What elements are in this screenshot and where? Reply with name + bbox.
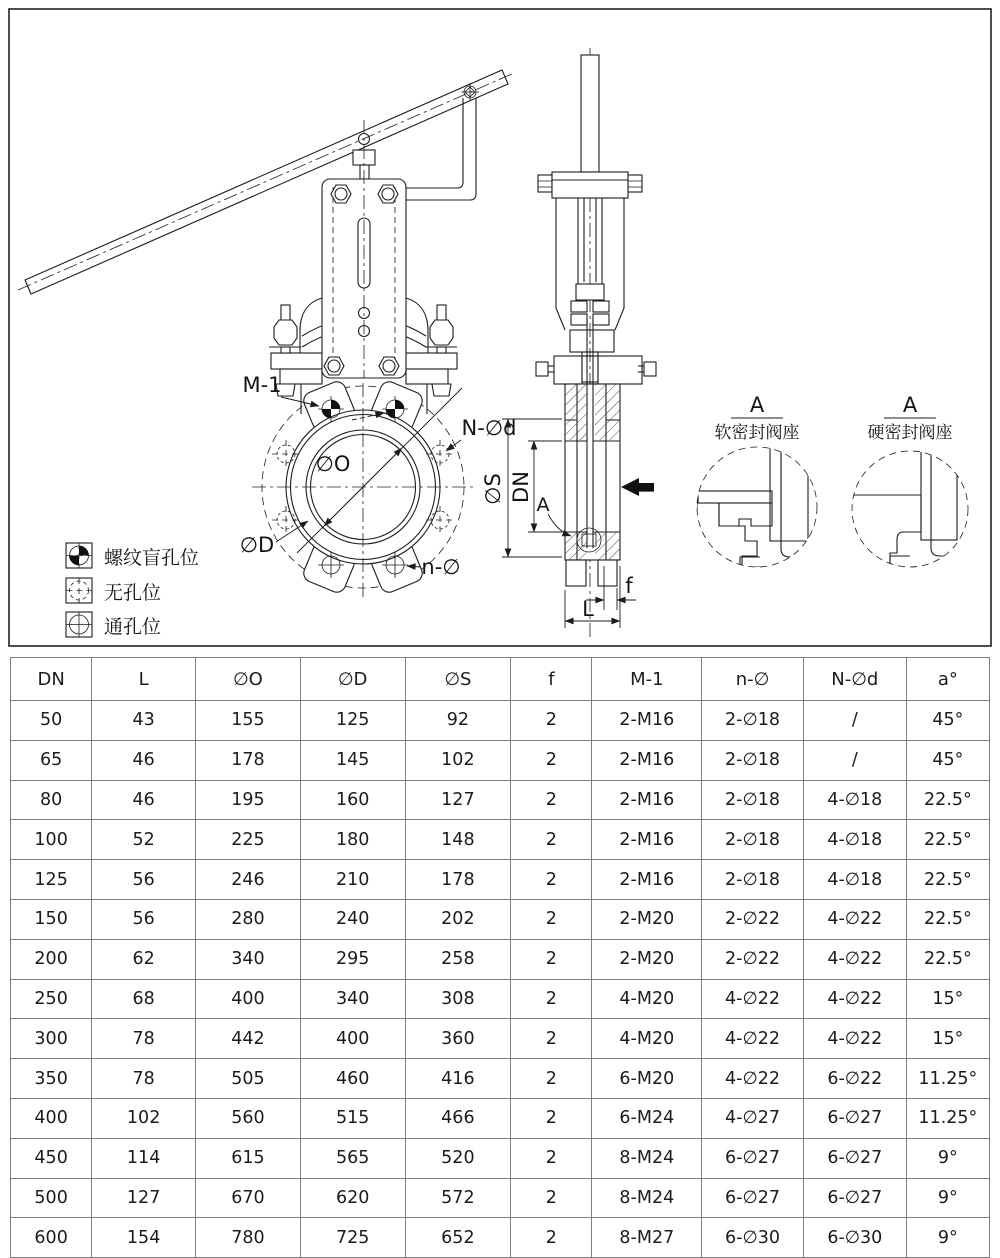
table-header-cell: n-∅ xyxy=(702,658,804,701)
table-cell: 6-M20 xyxy=(592,1059,702,1099)
table-cell: 9° xyxy=(906,1178,989,1218)
table-cell: 652 xyxy=(405,1218,511,1258)
table-cell: 2-∅18 xyxy=(702,740,804,780)
table-cell: 150 xyxy=(11,899,92,939)
table-cell: 148 xyxy=(405,820,511,860)
table-cell: 295 xyxy=(300,939,405,979)
table-cell: 22.5° xyxy=(906,899,989,939)
table-cell: 8-M27 xyxy=(592,1218,702,1258)
table-cell: 6-∅30 xyxy=(702,1218,804,1258)
table-row xyxy=(11,899,990,939)
table-cell: 100 xyxy=(11,820,92,860)
table-row xyxy=(11,1218,990,1258)
legend-label: 螺纹盲孔位 xyxy=(104,547,200,569)
table-cell: 8-M24 xyxy=(592,1138,702,1178)
table-cell: 2 xyxy=(511,979,592,1019)
table-cell: 340 xyxy=(196,939,301,979)
table-cell: 6-∅22 xyxy=(803,1059,906,1099)
table-cell: 178 xyxy=(405,860,511,900)
table-cell: 4-M20 xyxy=(592,979,702,1019)
table-cell: 280 xyxy=(196,899,301,939)
table-cell: 572 xyxy=(405,1178,511,1218)
table-cell: 600 xyxy=(11,1218,92,1258)
detail-subtitle: 软密封阀座 xyxy=(714,423,800,443)
table-cell: 114 xyxy=(92,1138,196,1178)
table-cell: 9° xyxy=(906,1218,989,1258)
table-header-cell: M-1 xyxy=(592,658,702,701)
table-cell: 56 xyxy=(92,899,196,939)
label-n-phi: n-∅ xyxy=(421,555,461,579)
table-cell: 178 xyxy=(196,740,301,780)
detail-subtitle: 硬密封阀座 xyxy=(867,423,953,443)
table-cell: 2-M16 xyxy=(592,740,702,780)
table-row xyxy=(11,1019,990,1059)
table-header-cell: DN xyxy=(11,658,92,701)
table-cell: 2-∅18 xyxy=(702,780,804,820)
table-cell: 15° xyxy=(906,1019,989,1059)
table-cell: 6-∅30 xyxy=(803,1218,906,1258)
table-header-cell: ∅S xyxy=(405,658,511,701)
table-cell: 2 xyxy=(511,820,592,860)
table-cell: 202 xyxy=(405,899,511,939)
table-header-cell: L xyxy=(92,658,196,701)
table-cell: 400 xyxy=(300,1019,405,1059)
table-cell: 2 xyxy=(511,1059,592,1099)
table-cell: 180 xyxy=(300,820,405,860)
table-cell: 2 xyxy=(511,1138,592,1178)
label-phi-d: ∅D xyxy=(239,533,275,557)
table-cell: 160 xyxy=(300,780,405,820)
table-cell: 2 xyxy=(511,740,592,780)
table-cell: 780 xyxy=(196,1218,301,1258)
table-cell: 4-∅18 xyxy=(803,780,906,820)
table-cell: 6-∅27 xyxy=(702,1178,804,1218)
table-cell: 2-M16 xyxy=(592,820,702,860)
table-cell: 6-M24 xyxy=(592,1098,702,1138)
table-cell: 450 xyxy=(11,1138,92,1178)
label-dn: DN xyxy=(509,471,533,503)
table-cell: 46 xyxy=(92,780,196,820)
table-cell: 4-∅18 xyxy=(803,820,906,860)
table-cell: 45° xyxy=(906,740,989,780)
table-header-cell: a° xyxy=(906,658,989,701)
table-cell: 308 xyxy=(405,979,511,1019)
label-phi-s: ∅S xyxy=(481,473,505,505)
table-cell: 442 xyxy=(196,1019,301,1059)
table-cell: 15° xyxy=(906,979,989,1019)
label-phi-o: ∅O xyxy=(315,452,351,476)
table-cell: 6-∅27 xyxy=(803,1138,906,1178)
table-cell: 56 xyxy=(92,860,196,900)
table-cell: 500 xyxy=(11,1178,92,1218)
table-cell: 125 xyxy=(11,860,92,900)
table-cell: 2-M16 xyxy=(592,701,702,741)
detail-title: A xyxy=(749,393,765,417)
table-cell: 4-M20 xyxy=(592,1019,702,1059)
table-row xyxy=(11,1138,990,1178)
table-cell: 620 xyxy=(300,1178,405,1218)
table-cell: 22.5° xyxy=(906,939,989,979)
table-cell: 360 xyxy=(405,1019,511,1059)
table-cell: 2 xyxy=(511,1178,592,1218)
table-cell: 2-M20 xyxy=(592,939,702,979)
table-cell: 4-∅22 xyxy=(803,939,906,979)
table-cell: 80 xyxy=(11,780,92,820)
dimension-table-body xyxy=(11,701,990,1258)
table-row xyxy=(11,780,990,820)
table-cell: 102 xyxy=(405,740,511,780)
table-cell: 505 xyxy=(196,1059,301,1099)
label-l: L xyxy=(582,597,594,621)
table-cell: 2-∅22 xyxy=(702,899,804,939)
table-cell: 4-∅22 xyxy=(803,1019,906,1059)
table-cell: 340 xyxy=(300,979,405,1019)
table-cell: 2-M20 xyxy=(592,899,702,939)
label-n-phid: N-∅d xyxy=(461,416,517,440)
table-cell: 240 xyxy=(300,899,405,939)
table-cell: 520 xyxy=(405,1138,511,1178)
table-cell: 246 xyxy=(196,860,301,900)
table-cell: 68 xyxy=(92,979,196,1019)
label-a-ref: A xyxy=(536,494,550,516)
table-cell: 560 xyxy=(196,1098,301,1138)
table-row xyxy=(11,939,990,979)
table-cell: 4-∅22 xyxy=(702,1019,804,1059)
table-row xyxy=(11,740,990,780)
table-cell: 466 xyxy=(405,1098,511,1138)
table-cell: / xyxy=(803,701,906,741)
legend-label: 无孔位 xyxy=(104,582,162,604)
table-cell: 2-∅18 xyxy=(702,860,804,900)
table-cell: 300 xyxy=(11,1019,92,1059)
table-cell: 50 xyxy=(11,701,92,741)
table-cell: 2 xyxy=(511,939,592,979)
table-cell: 2-∅22 xyxy=(702,939,804,979)
table-cell: 4-∅22 xyxy=(702,1059,804,1099)
table-cell: 2-∅18 xyxy=(702,701,804,741)
table-cell: 2 xyxy=(511,780,592,820)
table-cell: 125 xyxy=(300,701,405,741)
table-cell: 127 xyxy=(405,780,511,820)
table-row xyxy=(11,1178,990,1218)
table-cell: 4-∅22 xyxy=(803,899,906,939)
table-cell: 145 xyxy=(300,740,405,780)
table-cell: 350 xyxy=(11,1059,92,1099)
table-cell: 2 xyxy=(511,860,592,900)
table-cell: 9° xyxy=(906,1138,989,1178)
table-cell: 11.25° xyxy=(906,1059,989,1099)
table-cell: 6-∅27 xyxy=(702,1138,804,1178)
table-header-cell: f xyxy=(511,658,592,701)
table-cell: 102 xyxy=(92,1098,196,1138)
table-cell: 22.5° xyxy=(906,780,989,820)
table-cell: 2 xyxy=(511,1019,592,1059)
label-f: f xyxy=(625,574,633,598)
table-cell: 200 xyxy=(11,939,92,979)
table-cell: 565 xyxy=(300,1138,405,1178)
table-row xyxy=(11,820,990,860)
table-cell: 400 xyxy=(196,979,301,1019)
table-cell: 127 xyxy=(92,1178,196,1218)
table-cell: 416 xyxy=(405,1059,511,1099)
table-cell: 11.25° xyxy=(906,1098,989,1138)
legend-label: 通孔位 xyxy=(104,616,162,638)
table-cell: 400 xyxy=(11,1098,92,1138)
table-cell: 22.5° xyxy=(906,820,989,860)
table-cell: 2-M16 xyxy=(592,860,702,900)
table-cell: 4-∅22 xyxy=(803,979,906,1019)
table-row xyxy=(11,979,990,1019)
table-row xyxy=(11,701,990,741)
table-cell: 515 xyxy=(300,1098,405,1138)
table-cell: 195 xyxy=(196,780,301,820)
table-cell: 2 xyxy=(511,1218,592,1258)
table-cell: 154 xyxy=(92,1218,196,1258)
table-cell: 250 xyxy=(11,979,92,1019)
table-cell: 46 xyxy=(92,740,196,780)
table-header-cell: ∅D xyxy=(300,658,405,701)
table-row xyxy=(11,1059,990,1099)
table-cell: 2-∅18 xyxy=(702,820,804,860)
detail-title: A xyxy=(902,393,918,417)
table-cell: 6-∅27 xyxy=(803,1178,906,1218)
table-cell: 43 xyxy=(92,701,196,741)
table-cell: 45° xyxy=(906,701,989,741)
table-cell: 78 xyxy=(92,1019,196,1059)
table-cell: 155 xyxy=(196,701,301,741)
table-cell: 225 xyxy=(196,820,301,860)
table-header-cell: ∅O xyxy=(196,658,301,701)
table-cell: 670 xyxy=(196,1178,301,1218)
table-cell: 615 xyxy=(196,1138,301,1178)
table-cell: / xyxy=(803,740,906,780)
table-cell: 2 xyxy=(511,701,592,741)
table-row xyxy=(11,860,990,900)
dimension-table xyxy=(10,657,990,1258)
table-cell: 6-∅27 xyxy=(803,1098,906,1138)
table-cell: 210 xyxy=(300,860,405,900)
table-cell: 2 xyxy=(511,1098,592,1138)
table-cell: 725 xyxy=(300,1218,405,1258)
table-header-row xyxy=(11,658,990,701)
table-cell: 62 xyxy=(92,939,196,979)
label-m1: M-1 xyxy=(242,373,282,397)
table-header-cell: N-∅d xyxy=(803,658,906,701)
table-cell: 460 xyxy=(300,1059,405,1099)
table-cell: 52 xyxy=(92,820,196,860)
table-cell: 4-∅18 xyxy=(803,860,906,900)
table-cell: 22.5° xyxy=(906,860,989,900)
table-cell: 8-M24 xyxy=(592,1178,702,1218)
table-cell: 2 xyxy=(511,899,592,939)
table-cell: 258 xyxy=(405,939,511,979)
table-cell: 92 xyxy=(405,701,511,741)
table-cell: 2-M16 xyxy=(592,780,702,820)
table-cell: 4-∅27 xyxy=(702,1098,804,1138)
table-row xyxy=(11,1098,990,1138)
table-cell: 78 xyxy=(92,1059,196,1099)
table-cell: 4-∅22 xyxy=(702,979,804,1019)
table-cell: 65 xyxy=(11,740,92,780)
